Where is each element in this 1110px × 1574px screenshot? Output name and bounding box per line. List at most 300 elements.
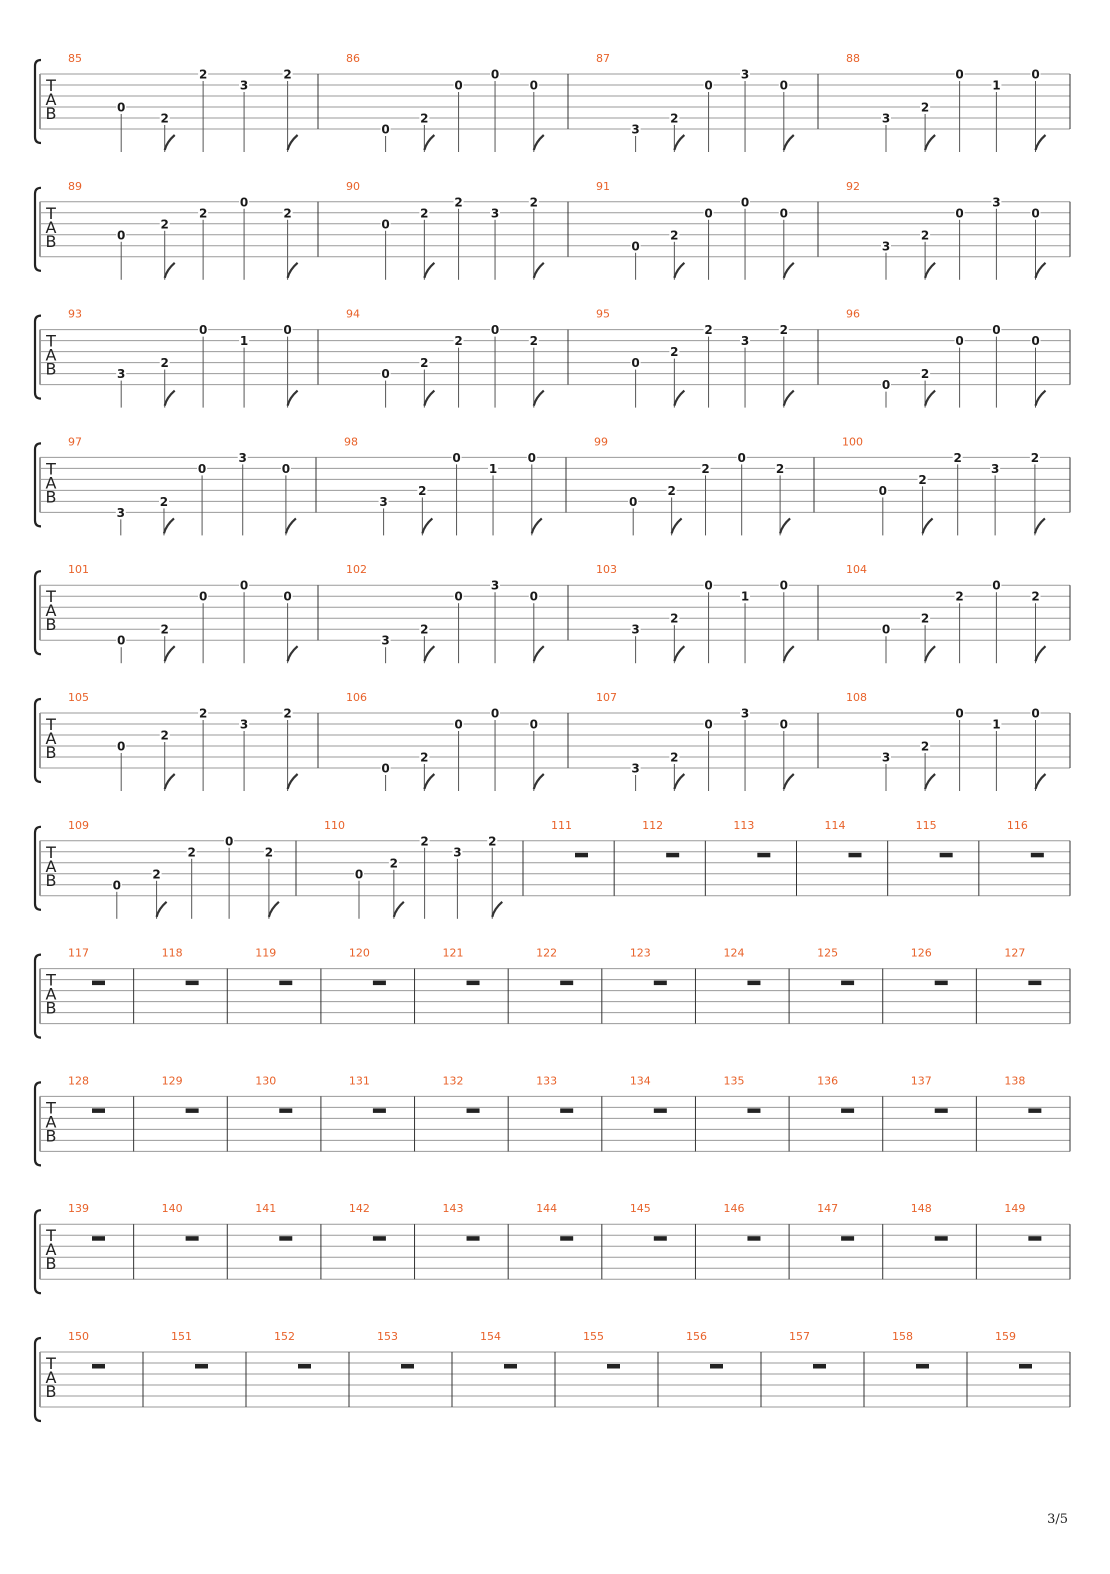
- eighth-flag: [923, 518, 933, 533]
- fret-number: 0: [198, 323, 208, 338]
- fret-number: 0: [454, 589, 463, 604]
- tab-clef-letter: B: [45, 998, 57, 1018]
- measure: [789, 1330, 864, 1407]
- measure: [825, 819, 888, 896]
- eighth-flag: [1036, 646, 1046, 661]
- fret-number: 0: [117, 228, 126, 243]
- measure-number: 110: [324, 818, 345, 832]
- staff-system: [35, 1330, 1070, 1421]
- eighth-flag: [164, 518, 174, 533]
- fret-number: 0: [779, 578, 788, 593]
- fret-number: 0: [490, 323, 500, 338]
- whole-rest: [92, 1236, 105, 1241]
- fret-number: 2: [775, 461, 785, 476]
- fret-number: 2: [670, 611, 679, 626]
- whole-rest: [654, 1236, 667, 1241]
- measure-number: 145: [629, 1202, 651, 1216]
- fret-number: 3: [631, 622, 640, 637]
- staff-system: [35, 691, 1070, 791]
- fret-number: 2: [160, 217, 169, 232]
- measure-number: 101: [68, 563, 89, 577]
- fret-number: 2: [1030, 450, 1040, 465]
- eighth-flag: [674, 391, 684, 406]
- measure-number: 137: [910, 1074, 932, 1088]
- measure-number: 88: [846, 52, 860, 65]
- fret-number: 2: [920, 228, 930, 243]
- measure: [68, 435, 316, 535]
- fret-number: 2: [152, 867, 161, 882]
- fret-number: 3: [379, 494, 388, 509]
- measure: [1004, 1074, 1070, 1151]
- measure-number: 133: [536, 1074, 558, 1088]
- fret-number: 2: [420, 206, 429, 221]
- fret-number: 0: [283, 323, 292, 338]
- measure: [642, 819, 705, 896]
- measure: [892, 1330, 967, 1407]
- measure: [723, 947, 789, 1024]
- measure-number: 113: [733, 818, 755, 832]
- measure-number: 99: [594, 435, 608, 449]
- measure: [68, 52, 318, 152]
- measure: [817, 1074, 883, 1151]
- measure: [723, 1074, 789, 1151]
- staff-system: [35, 947, 1070, 1038]
- fret-number: 2: [670, 345, 679, 360]
- measure: [1004, 1202, 1070, 1279]
- whole-rest: [195, 1364, 208, 1369]
- fret-number: 0: [740, 195, 750, 210]
- measure: [68, 1074, 134, 1151]
- fret-number: 1: [992, 78, 1001, 93]
- measure: [324, 819, 523, 919]
- measure-number: 143: [442, 1202, 464, 1216]
- fret-number: 2: [418, 483, 427, 498]
- measure: [551, 819, 614, 896]
- measure-number: 142: [348, 1202, 370, 1216]
- staff-system: [35, 180, 1070, 280]
- eighth-flag: [784, 391, 794, 406]
- tab-clef-letter: B: [45, 1382, 57, 1401]
- fret-number: 3: [992, 195, 1001, 210]
- measure: [594, 435, 814, 535]
- fret-number: 2: [529, 195, 538, 210]
- eighth-flag: [674, 135, 684, 150]
- measure-number: 120: [348, 946, 370, 960]
- eighth-flag: [288, 774, 298, 789]
- whole-rest: [401, 1364, 414, 1369]
- measure-number: 141: [255, 1202, 277, 1216]
- whole-rest: [747, 981, 760, 986]
- measure: [162, 1202, 228, 1279]
- whole-rest: [607, 1364, 620, 1369]
- eighth-flag: [424, 135, 434, 150]
- tab-clef-letter: T: [46, 76, 56, 95]
- fret-number: 0: [490, 67, 500, 82]
- whole-rest: [560, 981, 573, 986]
- measure-number: 87: [596, 52, 610, 65]
- measure-number: 102: [346, 563, 367, 577]
- eighth-flag: [165, 646, 175, 661]
- tab-clef-letter: A: [45, 473, 57, 493]
- tab-clef-letter: A: [45, 1368, 57, 1387]
- tab-clef-letter: T: [46, 1098, 56, 1118]
- fret-number: 0: [381, 122, 390, 137]
- whole-rest: [467, 1108, 480, 1113]
- eighth-flag: [288, 263, 298, 278]
- measure-number: 123: [629, 946, 651, 960]
- fret-number: 0: [381, 367, 390, 382]
- whole-rest: [92, 981, 105, 986]
- measure: [846, 308, 1070, 408]
- whole-rest: [1028, 981, 1041, 986]
- measure: [349, 1074, 415, 1151]
- fret-number: 0: [1031, 706, 1040, 721]
- tab-clef-letter: B: [45, 487, 57, 507]
- tab-clef-letter: T: [46, 715, 56, 734]
- fret-number: 3: [631, 122, 640, 137]
- measure: [255, 1074, 321, 1151]
- measure-number: 85: [68, 52, 82, 65]
- eighth-flag: [165, 135, 175, 150]
- fret-number: 0: [992, 323, 1001, 338]
- whole-rest: [1028, 1108, 1041, 1113]
- fret-number: 0: [878, 483, 887, 498]
- measure-number: 157: [789, 1330, 810, 1343]
- measure: [162, 947, 228, 1024]
- measure: [686, 1330, 761, 1407]
- fret-number: 2: [198, 706, 208, 721]
- measure-number: 118: [161, 946, 183, 960]
- measure-number: 92: [846, 179, 860, 193]
- whole-rest: [747, 1108, 760, 1113]
- measure: [346, 691, 568, 791]
- fret-number: 2: [283, 706, 292, 721]
- whole-rest: [373, 1236, 386, 1241]
- fret-number: 2: [160, 356, 169, 371]
- fret-number: 2: [701, 461, 710, 476]
- measure: [346, 563, 568, 663]
- fret-number: 2: [187, 845, 196, 860]
- measure: [162, 1074, 228, 1151]
- page-number: 3/5: [1047, 1512, 1068, 1527]
- eighth-flag: [534, 774, 544, 789]
- measure: [846, 52, 1070, 152]
- measure-number: 134: [629, 1074, 651, 1088]
- fret-number: 0: [629, 494, 638, 509]
- measure: [630, 1074, 696, 1151]
- measure: [255, 1202, 321, 1279]
- measure-number: 93: [68, 307, 82, 321]
- eighth-flag: [925, 135, 935, 150]
- measure-number: 148: [910, 1202, 932, 1216]
- measure: [596, 180, 818, 280]
- whole-rest: [575, 853, 588, 858]
- measure: [443, 1202, 509, 1279]
- eighth-flag: [492, 902, 502, 917]
- tab-clef-letter: B: [45, 743, 57, 762]
- fret-number: 3: [239, 717, 249, 732]
- fret-number: 0: [779, 206, 788, 221]
- fret-number: 2: [420, 356, 429, 371]
- fret-number: 0: [1031, 206, 1040, 221]
- measure: [596, 563, 818, 663]
- whole-rest: [935, 981, 948, 986]
- measure: [346, 308, 568, 408]
- measure: [68, 691, 318, 791]
- measure: [846, 180, 1070, 280]
- whole-rest: [504, 1364, 517, 1369]
- staff-system: [35, 52, 1070, 152]
- whole-rest: [916, 1364, 929, 1369]
- fret-number: 1: [992, 717, 1001, 732]
- measure: [630, 1202, 696, 1279]
- measure-number: 107: [596, 691, 617, 704]
- whole-rest: [666, 853, 679, 858]
- tab-clef-letter: B: [45, 870, 57, 890]
- fret-number: 2: [488, 834, 497, 849]
- tab-clef-letter: A: [45, 856, 57, 876]
- measure-number: 121: [442, 946, 464, 960]
- measure-number: 103: [596, 563, 617, 577]
- eighth-flag: [784, 263, 794, 278]
- eighth-flag: [422, 518, 432, 533]
- measure-number: 106: [346, 691, 367, 704]
- fret-number: 0: [529, 717, 538, 732]
- eighth-flag: [784, 774, 794, 789]
- measure-number: 150: [68, 1330, 89, 1343]
- measure: [536, 947, 602, 1024]
- measure-number: 126: [910, 946, 932, 960]
- measure: [596, 52, 818, 152]
- fret-number: 0: [117, 633, 126, 648]
- fret-number: 0: [1031, 334, 1040, 349]
- eighth-flag: [1036, 391, 1046, 406]
- whole-rest: [1031, 853, 1044, 858]
- fret-number: 0: [704, 206, 713, 221]
- eighth-flag: [165, 263, 175, 278]
- eighth-flag: [672, 518, 682, 533]
- measure: [630, 947, 696, 1024]
- tab-clef-letter: A: [45, 1240, 57, 1260]
- whole-rest: [279, 981, 292, 986]
- fret-number: 2: [667, 483, 676, 498]
- measure-number: 159: [995, 1330, 1016, 1343]
- measure-number: 127: [1004, 946, 1026, 960]
- tab-clef-letter: A: [45, 729, 57, 748]
- measure-number: 130: [255, 1074, 277, 1088]
- fret-number: 0: [992, 578, 1001, 593]
- tab-clef-letter: T: [46, 203, 56, 223]
- measure: [68, 947, 134, 1024]
- tab-clef-letter: B: [45, 1126, 57, 1146]
- measure-number: 153: [377, 1330, 398, 1343]
- fret-number: 2: [670, 750, 679, 765]
- measure-number: 96: [846, 307, 860, 321]
- measure-number: 156: [686, 1330, 707, 1343]
- measure: [68, 819, 296, 919]
- measure: [733, 819, 796, 896]
- fret-number: 0: [527, 450, 536, 465]
- fret-number: 2: [264, 845, 274, 860]
- whole-rest: [186, 1236, 199, 1241]
- eighth-flag: [534, 391, 544, 406]
- fret-number: 2: [283, 206, 292, 221]
- measure-number: 91: [596, 179, 610, 193]
- fret-number: 3: [740, 334, 750, 349]
- fret-number: 3: [740, 67, 750, 82]
- measure: [995, 1330, 1070, 1407]
- measure: [1007, 819, 1070, 896]
- staff-system: [35, 308, 1070, 408]
- eighth-flag: [674, 646, 684, 661]
- measure: [68, 308, 318, 408]
- measure-number: 129: [161, 1074, 183, 1088]
- tab-clef-letter: T: [46, 1354, 56, 1373]
- eighth-flag: [424, 263, 434, 278]
- measure-number: 111: [551, 818, 572, 832]
- fret-number: 0: [112, 878, 121, 893]
- fret-number: 2: [918, 472, 927, 487]
- eighth-flag: [784, 135, 794, 150]
- fret-number: 2: [420, 750, 429, 765]
- whole-rest: [560, 1236, 573, 1241]
- eighth-flag: [674, 263, 684, 278]
- measure-number: 146: [723, 1202, 745, 1216]
- fret-number: 2: [670, 111, 679, 126]
- measure: [846, 691, 1070, 791]
- tab-clef-letter: B: [45, 615, 57, 635]
- fret-number: 2: [920, 611, 930, 626]
- measure: [583, 1330, 658, 1407]
- fret-number: 3: [490, 578, 500, 593]
- eighth-flag: [288, 646, 298, 661]
- measure: [1004, 947, 1070, 1024]
- measure-number: 112: [642, 818, 664, 832]
- whole-rest: [841, 981, 854, 986]
- measure: [274, 1330, 349, 1407]
- whole-rest: [654, 981, 667, 986]
- fret-number: 0: [281, 461, 291, 476]
- fret-number: 0: [381, 217, 390, 232]
- fret-number: 3: [490, 206, 500, 221]
- tab-clef-letter: T: [46, 1226, 56, 1246]
- measure: [817, 1202, 883, 1279]
- whole-rest: [813, 1364, 826, 1369]
- whole-rest: [560, 1108, 573, 1113]
- eighth-flag: [780, 518, 790, 533]
- fret-number: 2: [160, 622, 169, 637]
- measure: [349, 947, 415, 1024]
- measure: [536, 1074, 602, 1151]
- fret-number: 3: [631, 761, 640, 776]
- whole-rest: [757, 853, 770, 858]
- measure: [346, 52, 568, 152]
- whole-rest: [186, 981, 199, 986]
- measure-number: 135: [723, 1074, 745, 1088]
- fret-number: 2: [420, 622, 429, 637]
- measure-number: 132: [442, 1074, 464, 1088]
- eighth-flag: [288, 391, 298, 406]
- measure-number: 119: [255, 946, 277, 960]
- whole-rest: [747, 1236, 760, 1241]
- eighth-flag: [925, 391, 935, 406]
- fret-number: 2: [955, 589, 964, 604]
- measure: [68, 1202, 134, 1279]
- eighth-flag: [424, 391, 434, 406]
- whole-rest: [849, 853, 862, 858]
- measure: [349, 1202, 415, 1279]
- fret-number: 0: [454, 78, 463, 93]
- fret-number: 2: [160, 111, 169, 126]
- fret-number: 2: [670, 228, 679, 243]
- fret-number: 2: [420, 834, 429, 849]
- measure-number: 136: [817, 1074, 839, 1088]
- fret-number: 0: [490, 706, 500, 721]
- whole-rest: [373, 1108, 386, 1113]
- whole-rest: [298, 1364, 311, 1369]
- measure-number: 149: [1004, 1202, 1026, 1216]
- measure: [723, 1202, 789, 1279]
- fret-number: 0: [779, 717, 788, 732]
- tab-clef-letter: A: [45, 217, 57, 237]
- measure: [344, 435, 566, 535]
- measure: [255, 947, 321, 1024]
- eighth-flag: [534, 646, 544, 661]
- fret-number: 1: [488, 461, 498, 476]
- fret-number: 0: [955, 206, 964, 221]
- tab-clef-letter: T: [46, 970, 56, 990]
- fret-number: 2: [920, 739, 930, 754]
- fret-number: 2: [779, 323, 788, 338]
- whole-rest: [279, 1236, 292, 1241]
- eighth-flag: [1036, 263, 1046, 278]
- fret-number: 0: [737, 450, 746, 465]
- measure-number: 109: [68, 818, 89, 832]
- measure-number: 155: [583, 1330, 604, 1343]
- eighth-flag: [394, 902, 404, 917]
- measure: [842, 435, 1070, 535]
- whole-rest: [467, 1236, 480, 1241]
- measure: [377, 1330, 452, 1407]
- fret-number: 2: [283, 67, 292, 82]
- measure-number: 152: [274, 1330, 295, 1343]
- measure-number: 105: [68, 691, 89, 704]
- fret-number: 0: [704, 717, 713, 732]
- measure-number: 125: [817, 946, 839, 960]
- fret-number: 0: [381, 761, 390, 776]
- whole-rest: [92, 1364, 105, 1369]
- tab-clef-letter: T: [46, 459, 56, 479]
- eighth-flag: [532, 518, 542, 533]
- fret-number: 2: [953, 450, 962, 465]
- staff-system: [35, 563, 1070, 663]
- whole-rest: [710, 1364, 723, 1369]
- measure: [911, 1202, 977, 1279]
- whole-rest: [940, 853, 953, 858]
- fret-number: 1: [239, 334, 249, 349]
- measure-number: 158: [892, 1330, 913, 1343]
- fret-number: 0: [239, 578, 249, 593]
- tab-clef-letter: B: [45, 1254, 57, 1274]
- tab-clef-letter: A: [45, 90, 57, 109]
- measure-number: 115: [915, 818, 937, 832]
- fret-number: 2: [389, 856, 399, 871]
- fret-number: 2: [198, 67, 208, 82]
- measure: [817, 947, 883, 1024]
- whole-rest: [841, 1108, 854, 1113]
- measure-number: 151: [171, 1330, 192, 1343]
- fret-number: 0: [631, 239, 640, 254]
